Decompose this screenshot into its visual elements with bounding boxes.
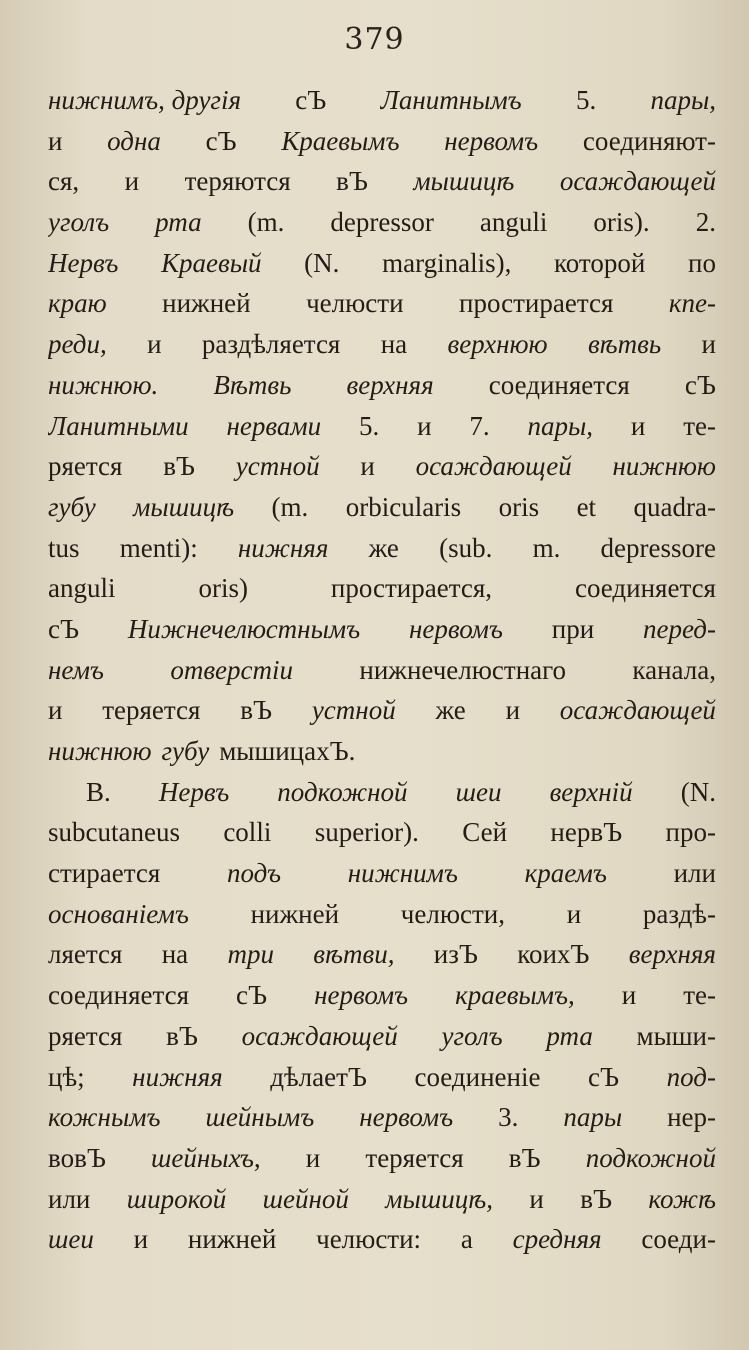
word: краевымъ, xyxy=(455,980,575,1011)
word: подкожной xyxy=(277,776,408,807)
word: дѣлаетЪ xyxy=(270,1061,367,1092)
word: раздѣляется xyxy=(201,329,341,360)
word: шейнымъ xyxy=(205,1102,315,1133)
word: верхнюю xyxy=(447,329,548,360)
word: menti): xyxy=(119,532,198,563)
word: соединяется xyxy=(574,573,716,604)
word: tus xyxy=(48,532,80,563)
word: осаждающей xyxy=(559,695,716,726)
word: осаждающей xyxy=(241,1020,398,1051)
text-line xyxy=(48,568,716,609)
word: нижнюю xyxy=(48,736,152,766)
word: oris) xyxy=(198,573,248,604)
text-line xyxy=(48,487,716,528)
text-line xyxy=(48,690,716,731)
word: Вѣтвь xyxy=(213,369,292,400)
word: нижней xyxy=(162,288,251,319)
word: пары, xyxy=(527,410,594,441)
word: мышицѣ, xyxy=(385,1183,493,1214)
word: depressore xyxy=(600,532,716,563)
word: краемъ xyxy=(524,858,607,889)
word: мышицахЪ. xyxy=(219,736,356,766)
text-line xyxy=(48,650,716,691)
word: изЪ xyxy=(433,939,478,970)
word: нервами xyxy=(226,410,322,441)
word: широкой xyxy=(126,1183,227,1214)
word: сЪ xyxy=(48,613,80,644)
word: кпе- xyxy=(668,288,716,319)
word: немъ xyxy=(48,654,104,685)
word: стирается xyxy=(48,858,161,889)
word: и xyxy=(701,329,716,360)
text-line xyxy=(48,80,716,121)
text-line xyxy=(48,731,716,772)
word: нижнимъ xyxy=(347,858,458,889)
word: ляется xyxy=(48,939,123,970)
word: (m. xyxy=(247,207,285,238)
word: Нервъ xyxy=(158,776,230,807)
word: челюсти xyxy=(306,288,404,319)
word: а xyxy=(460,1224,473,1255)
word: Нервъ xyxy=(48,247,119,278)
word: при xyxy=(551,613,595,644)
word: Нижнечелюстнымъ xyxy=(127,613,361,644)
word: и xyxy=(566,898,582,929)
word: на xyxy=(161,939,189,970)
word: вЪ xyxy=(166,1020,198,1051)
word: те- xyxy=(683,980,716,1011)
word: нервомъ xyxy=(408,613,503,644)
word: челюсти, xyxy=(400,898,505,929)
word: вЪ xyxy=(336,166,368,197)
word: которой xyxy=(554,247,646,278)
word: сЪ xyxy=(236,980,268,1011)
word: и xyxy=(529,1183,544,1214)
word: же xyxy=(435,695,466,726)
text-line xyxy=(48,1097,716,1138)
word: коихЪ xyxy=(517,939,590,970)
word: и xyxy=(417,410,432,441)
word: нижней xyxy=(250,898,340,929)
word: Краевымъ xyxy=(281,125,400,156)
word: вЪ xyxy=(163,451,195,482)
text-line xyxy=(48,243,716,284)
word: нервЪ xyxy=(550,817,623,848)
word: те- xyxy=(683,410,716,441)
word: челюсти: xyxy=(316,1224,422,1255)
text-line xyxy=(48,894,716,935)
word: и xyxy=(630,410,646,441)
word: нижняя xyxy=(237,532,329,563)
word: oris). xyxy=(593,207,650,238)
word: рта xyxy=(155,207,202,238)
word: нижнечелюстнаго xyxy=(359,654,567,685)
word: вовЪ xyxy=(48,1142,106,1173)
text-line xyxy=(48,202,716,243)
word: соединеніе xyxy=(414,1061,541,1092)
word: 5. xyxy=(358,410,380,441)
word: мыши- xyxy=(636,1020,716,1051)
text-line xyxy=(48,1057,716,1098)
text-line xyxy=(48,446,716,487)
word: subcutaneus xyxy=(48,817,180,848)
word: простирается, xyxy=(330,573,493,604)
word: и xyxy=(133,1224,149,1255)
word: Краевый xyxy=(161,247,262,278)
word: или xyxy=(48,1183,91,1214)
word: вѣтви, xyxy=(313,939,395,970)
word: нервомъ xyxy=(314,980,409,1011)
word: шейныхъ, xyxy=(151,1142,261,1173)
word: верхняя xyxy=(628,939,716,970)
word: 7. xyxy=(469,410,490,441)
word: под- xyxy=(666,1061,716,1092)
word: верхній xyxy=(549,776,633,807)
word: основаніемъ xyxy=(48,898,189,929)
word: уголъ xyxy=(441,1020,503,1051)
word: же xyxy=(368,532,399,563)
word: и xyxy=(505,695,521,726)
word: (m. xyxy=(271,491,309,522)
word: три xyxy=(227,939,274,970)
word: теряются xyxy=(184,166,291,197)
text-line xyxy=(48,324,716,365)
word: вЪ xyxy=(508,1142,541,1173)
word: и xyxy=(48,125,63,156)
text-line xyxy=(48,1219,716,1260)
word: ряется xyxy=(48,451,123,482)
word: В. xyxy=(86,776,111,807)
word: Сей xyxy=(462,817,508,848)
word: нер- xyxy=(667,1102,716,1133)
word: теряется xyxy=(365,1142,464,1173)
word: вѣтвь xyxy=(587,329,662,360)
text-line xyxy=(48,406,716,447)
word: 2. xyxy=(695,207,716,238)
word: соединяется xyxy=(48,980,190,1011)
word: устной xyxy=(235,451,320,482)
word: (N. xyxy=(680,776,716,807)
word: раздѣ- xyxy=(642,898,716,929)
word: шеи xyxy=(48,1224,94,1255)
text-line xyxy=(48,365,716,406)
text-line xyxy=(48,934,716,975)
word: anguli xyxy=(48,573,116,604)
word: мышицѣ xyxy=(413,166,515,197)
word: сЪ xyxy=(684,369,716,400)
word: Ланитными xyxy=(48,410,189,441)
word: нижнюю xyxy=(612,451,716,482)
word: и xyxy=(360,451,375,482)
word: отверстіи xyxy=(170,654,294,685)
word: одна xyxy=(107,125,161,156)
word: marginalis), xyxy=(382,247,512,278)
word: depressor xyxy=(330,207,434,238)
word: цѣ; xyxy=(48,1061,85,1092)
word: краю xyxy=(48,288,107,319)
word: m. xyxy=(532,532,561,563)
word: сЪ xyxy=(588,1061,620,1092)
word: и xyxy=(621,980,637,1011)
word: кожѣ xyxy=(648,1183,716,1214)
text-line xyxy=(48,772,716,813)
word: нервомъ xyxy=(444,125,539,156)
word: перед- xyxy=(643,613,716,644)
word: anguli xyxy=(479,207,548,238)
word: colli xyxy=(223,817,272,848)
word: et xyxy=(576,491,597,522)
word: вЪ xyxy=(580,1183,613,1214)
word: соеди- xyxy=(641,1224,716,1255)
word: реди, xyxy=(48,329,107,360)
word: сЪ xyxy=(205,125,237,156)
word: рта xyxy=(546,1020,593,1051)
text-line xyxy=(48,121,716,162)
word: нижнюю. xyxy=(48,369,159,400)
word: нижняя xyxy=(132,1061,223,1092)
text-line xyxy=(48,161,716,202)
word: средняя xyxy=(512,1224,602,1255)
word: пары xyxy=(563,1102,623,1133)
text-line xyxy=(48,853,716,894)
word: или xyxy=(673,858,716,889)
word: уголъ xyxy=(48,207,110,238)
word: ся, xyxy=(48,166,80,197)
word: простирается xyxy=(459,288,614,319)
text-line xyxy=(48,609,716,650)
word: про- xyxy=(665,817,716,848)
word: осаждающей xyxy=(415,451,572,482)
word: вЪ xyxy=(240,695,273,726)
word: теряется xyxy=(102,695,201,726)
text-line xyxy=(48,283,716,324)
word: (sub. xyxy=(439,532,493,563)
text-line xyxy=(48,1138,716,1179)
word: осаждающей xyxy=(559,166,716,197)
word: шейной xyxy=(262,1183,349,1214)
word: подкожной xyxy=(585,1142,716,1173)
text-line xyxy=(48,1179,716,1220)
word: quadra- xyxy=(633,491,716,522)
text-line xyxy=(48,812,716,853)
word: пары, xyxy=(650,85,716,115)
text-line xyxy=(48,528,716,569)
word: губу xyxy=(161,736,210,766)
word: superior). xyxy=(314,817,419,848)
word: канала, xyxy=(632,654,716,685)
word: по xyxy=(688,247,716,278)
word: верхняя xyxy=(346,369,434,400)
word: 3. xyxy=(498,1102,519,1133)
word: мышицѣ xyxy=(133,491,235,522)
word: Ланитнымъ xyxy=(380,85,522,115)
word: ряется xyxy=(48,1020,123,1051)
page-text xyxy=(48,80,716,1260)
word: (N. xyxy=(304,247,340,278)
word: соединяется xyxy=(488,369,630,400)
word: и xyxy=(124,166,140,197)
word: oris xyxy=(498,491,540,522)
word: orbicularis xyxy=(345,491,462,522)
word: нервомъ xyxy=(359,1102,454,1133)
word: подъ xyxy=(227,858,281,889)
text-line xyxy=(48,1016,716,1057)
word: нижней xyxy=(187,1224,277,1255)
word: шеи xyxy=(455,776,502,807)
word: и xyxy=(48,695,63,726)
text-line xyxy=(48,975,716,1016)
word: 5. xyxy=(575,85,597,115)
word: кожнымъ xyxy=(48,1102,161,1133)
word: на xyxy=(380,329,408,360)
word: и xyxy=(305,1142,321,1173)
word: устной xyxy=(311,695,396,726)
word: соединяют- xyxy=(582,125,716,156)
word: нижнимъ, другія xyxy=(48,85,242,115)
word: сЪ xyxy=(295,85,327,115)
page-number: 379 xyxy=(344,22,405,57)
word: и xyxy=(147,329,162,360)
word: губу xyxy=(48,491,96,522)
